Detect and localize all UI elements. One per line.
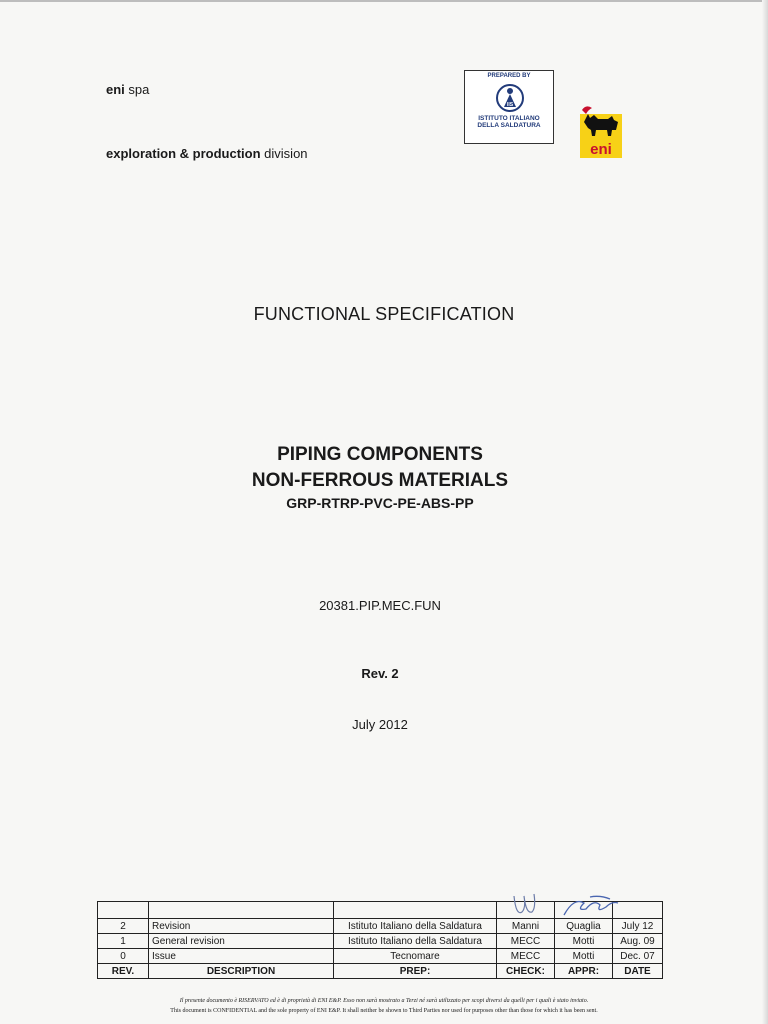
appr-cell: Motti [555,934,613,949]
description-cell: Revision [149,919,334,934]
eni-logo-icon [578,100,624,158]
rev-cell: 1 [98,934,149,949]
page-right-shadow [762,0,768,1024]
document-code: 20381.PIP.MEC.FUN [319,598,441,613]
footer-confidential-italian: Il presente documento è RISERVATO ed è di proprietà di ENI E&P. Esso non sarà mostrato a Terzi né sarà utilizzato per scopi diversi da quelli per i quali è stato inviato. [179,998,589,1004]
header-check: CHECK: [497,964,555,979]
check-cell: MECC [497,949,555,964]
prepared-by-org-line2: DELLA SALDATURA [477,122,541,129]
footer-confidential-english: This document is CONFIDENTIAL and the sole property of ENI E&P. It shall neither be shown to Third Parties nor used for purposes other than those for which it has been sent. [170,1008,598,1014]
check-signature [508,890,548,922]
prep-cell: Istituto Italiano della Saldatura [334,919,497,934]
document-revision: Rev. 2 [361,666,399,681]
prepared-by-stamp [464,70,554,144]
prepared-by-org-line1: ISTITUTO ITALIANO [478,115,540,122]
document-date: July 2012 [352,717,408,732]
page-top-edge [0,0,768,2]
document-type: FUNCTIONAL SPECIFICATION [253,304,515,324]
header-prep: PREP: [334,964,497,979]
appr-cell: Motti [555,949,613,964]
approval-signature [560,893,622,921]
company-name-rest: spa [124,82,150,97]
date-cell: July 12 [613,919,663,934]
rev-cell: 0 [98,949,149,964]
header-date: DATE [613,964,663,979]
date-cell: Aug. 09 [613,934,663,949]
prepared-by-organization [465,115,553,129]
iis-logo-letters: IIS [506,102,514,108]
rev-cell: 2 [98,919,149,934]
prep-cell: Istituto Italiano della Saldatura [334,934,497,949]
division-name-rest: division [260,146,308,161]
appr-cell: Quaglia [555,919,613,934]
description-cell: General revision [149,934,334,949]
check-cell: Manni [497,919,555,934]
table-row [98,949,663,964]
header-description: DESCRIPTION [149,964,334,979]
document-subtitle: GRP-RTRP-PVC-PE-ABS-PP [286,495,474,511]
header-appr: APPR: [555,964,613,979]
company-name-bold: eni [106,82,125,97]
division-name [106,146,308,161]
table-row [98,934,663,949]
iis-logo-icon [495,83,525,113]
document-title-line1: PIPING COMPONENTS [277,444,483,465]
table-cell [98,902,149,919]
company-name [106,82,149,97]
prep-cell: Tecnomare [334,949,497,964]
date-cell: Dec. 07 [613,949,663,964]
document-title-line2: NON-FERROUS MATERIALS [251,470,509,491]
eni-logo-text: eni [590,141,612,158]
division-name-bold: exploration & production [106,146,261,161]
table-cell [149,902,334,919]
description-cell: Issue [149,949,334,964]
table-cell [334,902,497,919]
header-rev: REV. [98,964,149,979]
table-header-row [98,964,663,979]
prepared-by-label: PREPARED BY [487,73,531,79]
check-cell: MECC [497,934,555,949]
